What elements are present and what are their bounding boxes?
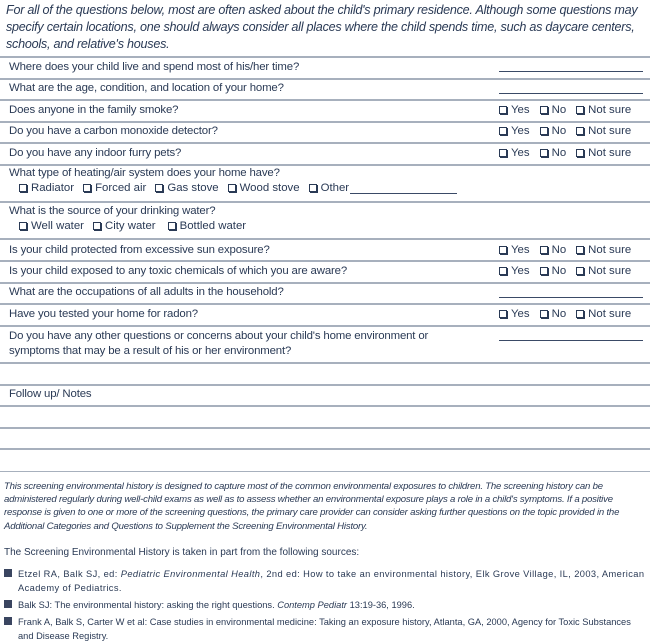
question-heating: What type of heating/air system does your home have? [9,167,280,179]
square-bullet-icon [4,617,12,625]
option-no[interactable] [540,104,567,116]
option-not-sure[interactable] [576,265,631,277]
option-label: No [551,125,567,137]
option-no[interactable] [540,244,567,256]
option-gas-stove[interactable] [155,182,218,194]
divider [0,384,650,386]
option-radiator[interactable] [19,182,74,194]
option-label: No [551,244,567,256]
option-not-sure[interactable] [576,244,631,256]
source-text-post: 13:19-36, 1996. [347,600,415,610]
option-label: Not sure [588,308,632,320]
option-yes[interactable] [499,125,530,137]
option-not-sure[interactable] [576,125,631,137]
checkbox-icon [168,222,176,230]
option-yes[interactable] [499,265,530,277]
divider [0,99,650,101]
checkbox-icon [540,127,548,135]
divider [0,142,650,144]
option-label: Yes [511,104,530,116]
option-wood-stove[interactable] [228,182,300,194]
source-text [18,567,650,595]
option-label: Not sure [588,125,632,137]
option-label: Yes [511,244,530,256]
question-radon: Have you tested your home for radon? [9,308,198,320]
option-no[interactable] [540,265,567,277]
question-toxic-chemicals: Is your child exposed to any toxic chemicals of which you are aware? [9,265,348,277]
checkbox-icon [540,267,548,275]
question-drinking-water: What is the source of your drinking water? [9,205,216,217]
checkbox-icon [499,246,507,254]
divider [0,260,650,262]
option-label: Bottled water [179,220,247,232]
option-label: Other [320,182,350,194]
option-label: Not sure [588,265,632,277]
divider [0,238,650,240]
checkbox-icon [155,184,163,192]
checkbox-icon [499,127,507,135]
answer-field-child-residence[interactable] [499,71,643,72]
question-home-age: What are the age, condition, and location of your home? [9,82,284,94]
option-label: Not sure [588,147,632,159]
option-yes[interactable] [499,308,530,320]
option-forced-air[interactable] [83,182,146,194]
source-title: Pediatric Environmental Health [120,569,261,579]
option-well-water[interactable] [19,220,84,232]
checkbox-icon [540,106,548,114]
option-other[interactable] [309,182,458,194]
checkbox-icon [499,149,507,157]
checkbox-icon [576,267,584,275]
question-occupations: What are the occupations of all adults in the household? [9,286,284,298]
divider [0,282,650,284]
answer-group-co-detector [499,125,631,137]
checkbox-icon [576,106,584,114]
heating-options [19,182,457,194]
answer-group-smoke [499,104,631,116]
source-item [4,598,415,612]
checkbox-icon [83,184,91,192]
option-not-sure[interactable] [576,104,631,116]
divider [0,201,650,203]
option-label: Gas stove [167,182,219,194]
option-label: No [551,104,567,116]
option-yes[interactable] [499,244,530,256]
checkbox-icon [576,246,584,254]
intro-text: For all of the questions below, most are often asked about the child's primary residence. Although some questions may specify certain locations, one should always consider all places where the child spends time, such as daycare centers, schools, and relative's houses. [6,3,638,51]
checkbox-icon [499,267,507,275]
water-options [19,220,255,232]
source-text [18,615,643,643]
question-sun-exposure: Is your child protected from excessive sun exposure? [9,244,270,256]
option-label: Wood stove [239,182,300,194]
option-not-sure[interactable] [576,308,631,320]
option-city-water[interactable] [93,220,156,232]
option-label: Not sure [588,104,632,116]
option-no[interactable] [540,125,567,137]
option-label: No [551,308,567,320]
source-title: Contemp Pediatr [277,600,348,610]
divider [0,303,650,305]
checkbox-icon [93,222,101,230]
source-item [4,615,643,643]
notes-area[interactable] [0,406,650,470]
divider [0,164,650,166]
answer-group-radon [499,308,631,320]
answer-group-sun-exposure [499,244,631,256]
option-label: Yes [511,125,530,137]
option-label: Not sure [588,244,632,256]
divider [0,121,650,123]
other-answer-field[interactable] [350,193,457,194]
source-text-post: , 2nd ed: How to take an environmental history, Elk Grove Village, IL, 2003, American Academy of Pediatrics. [18,569,645,593]
option-label: Well water [31,220,84,232]
checkbox-icon [576,127,584,135]
option-bottled-water[interactable] [168,220,246,232]
question-child-residence: Where does your child live and spend most of his/her time? [9,61,300,73]
question-smoke: Does anyone in the family smoke? [9,104,179,116]
source-item [4,567,650,595]
source-text-pre: Frank A, Balk S, Carter W et al: Case studies in environmental medicine: Taking an exposure history, Atlanta, GA, 2000, Agency for Toxic Substances and Disease Registry. [18,617,631,641]
option-no[interactable] [540,147,567,159]
checkbox-icon [576,310,584,318]
answer-field-occupations[interactable] [499,297,643,298]
question-co-detector: Do you have a carbon monoxide detector? [9,125,218,137]
screening-note: This screening environmental history is designed to capture most of the common environmental exposures to children. The screening history can be administered regularly during well-child exams as well as to assess whether an environmental exposure plays a role in a child's symptoms. If a positive response is given to one or more of the screening questions, the primary care provider can consider asking further questions on the topic provided in the Additional Categories and Questions to Supplement the Screening Environmental History. [4,481,620,532]
square-bullet-icon [4,600,12,608]
option-label: City water [104,220,156,232]
checkbox-icon [576,149,584,157]
checkbox-icon [540,246,548,254]
question-other-concerns: Do you have any other questions or concerns about your child's home environment or symptoms that may be a result of his or her environment? [9,330,429,357]
option-no[interactable] [540,308,567,320]
checkbox-icon [499,310,507,318]
checkbox-icon [499,106,507,114]
option-label: No [551,147,567,159]
source-text-pre: Etzel RA, Balk SJ, ed: [18,569,121,579]
divider [0,471,650,472]
option-not-sure[interactable] [576,147,631,159]
answer-field-home-age[interactable] [499,93,643,94]
option-label: Forced air [95,182,147,194]
checkbox-icon [540,149,548,157]
answer-field-other-concerns[interactable] [499,340,643,341]
option-yes[interactable] [499,104,530,116]
answer-group-toxic-chemicals [499,265,631,277]
option-label: Radiator [31,182,75,194]
answer-group-pets [499,147,631,159]
source-text [18,598,415,612]
checkbox-icon [19,222,27,230]
checkbox-icon [540,310,548,318]
option-yes[interactable] [499,147,530,159]
option-label: Yes [511,147,530,159]
option-label: No [551,265,567,277]
option-label: Yes [511,265,530,277]
divider [0,325,650,327]
sources-title: The Screening Environmental History is taken in part from the following sources: [4,547,360,558]
follow-up-label: Follow up/ Notes [9,388,92,400]
checkbox-icon [19,184,27,192]
divider [0,56,650,58]
checkbox-icon [309,184,317,192]
source-text-pre: Balk SJ: The environmental history: asking the right questions. [18,600,278,610]
square-bullet-icon [4,569,12,577]
checkbox-icon [228,184,236,192]
option-label: Yes [511,308,530,320]
divider [0,78,650,80]
question-pets: Do you have any indoor furry pets? [9,147,182,159]
divider [0,362,650,364]
